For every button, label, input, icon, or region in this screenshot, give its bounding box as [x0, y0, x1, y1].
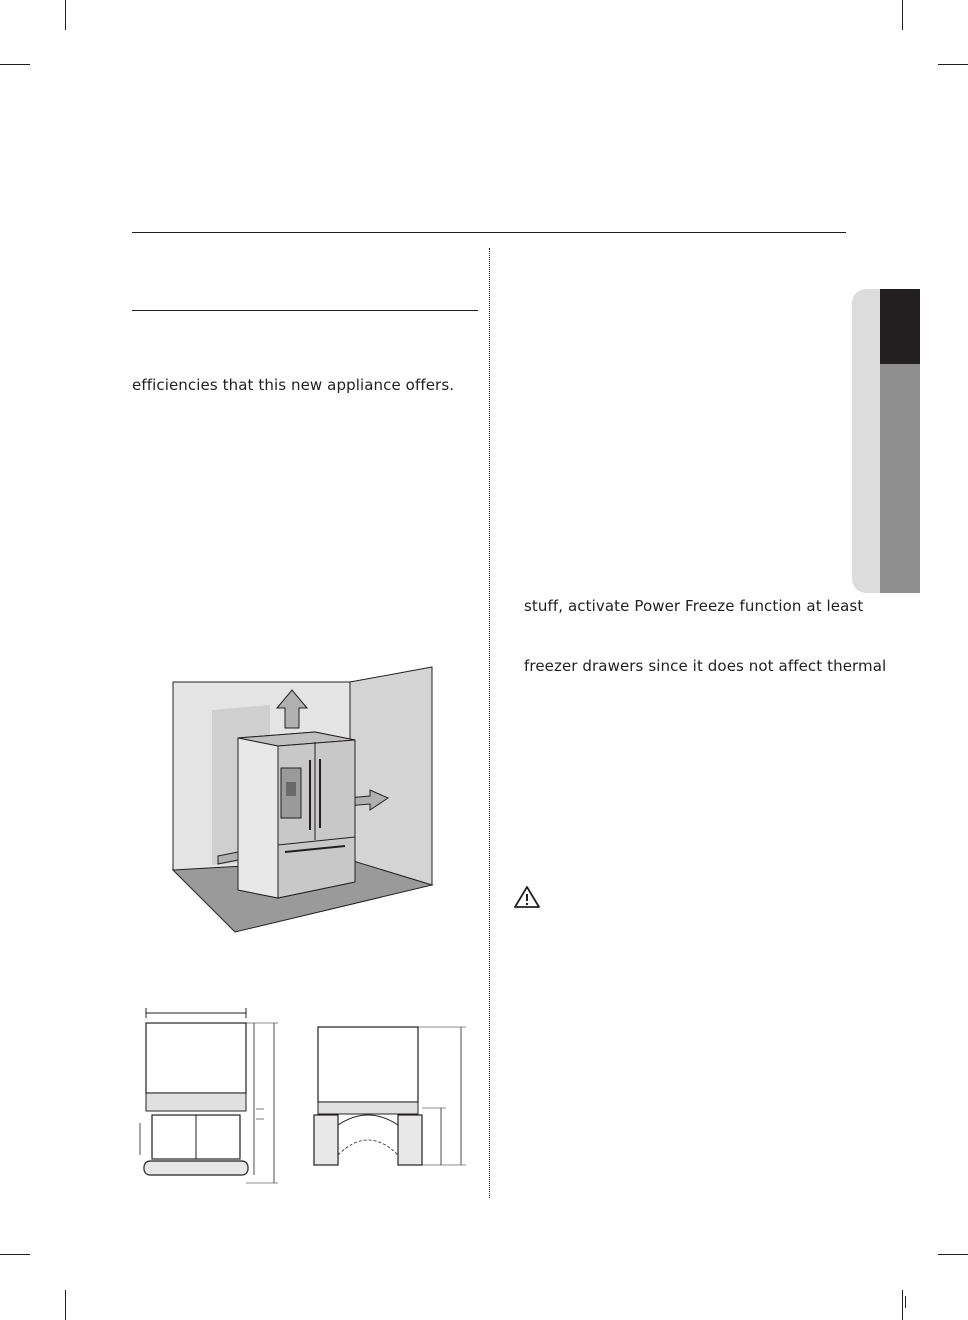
left-text-line: efficiencies that this new appliance offers. — [132, 376, 455, 394]
right-text-line: freezer drawers since it does not affect thermal — [524, 657, 887, 675]
crop-mark — [902, 0, 903, 30]
side-tab-active — [880, 289, 920, 364]
crop-mark — [65, 0, 66, 30]
crop-mark — [902, 1290, 903, 1320]
crop-mark — [65, 1290, 66, 1320]
side-tab-light — [852, 289, 880, 593]
section-rule — [132, 310, 478, 311]
dimension-front-figure — [136, 1005, 286, 1190]
dimension-side-figure — [306, 1015, 471, 1190]
header-rule — [132, 232, 846, 233]
crop-mark — [905, 1296, 906, 1308]
crop-mark — [938, 1254, 968, 1255]
crop-mark — [938, 64, 968, 65]
warning-triangle-icon — [513, 885, 541, 909]
side-tab-inactive — [880, 364, 920, 593]
right-text-line: stuff, activate Power Freeze function at least — [524, 597, 864, 615]
installation-room-figure — [160, 660, 440, 940]
column-divider — [489, 248, 490, 1198]
crop-mark — [0, 64, 30, 65]
crop-mark — [0, 1254, 30, 1255]
